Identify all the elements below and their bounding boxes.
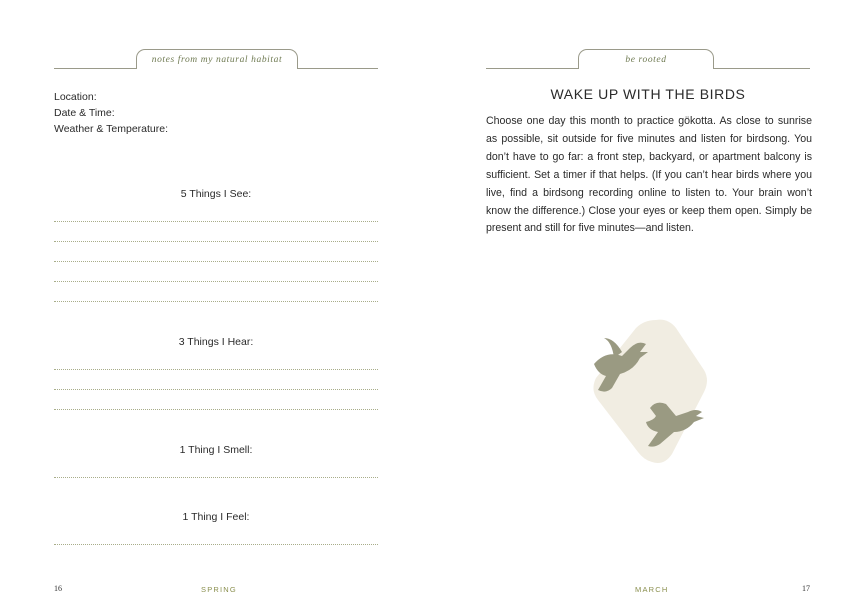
birds-illustration	[584, 312, 714, 477]
date-time-field: Date & Time:	[54, 107, 115, 119]
right-header-tab: be rooted	[578, 49, 714, 69]
writing-line[interactable]	[54, 544, 378, 545]
writing-line[interactable]	[54, 477, 378, 478]
weather-field: Weather & Temperature:	[54, 123, 169, 135]
left-header-tab: notes from my natural habitat	[136, 49, 298, 69]
writing-line[interactable]	[54, 281, 378, 282]
writing-line[interactable]	[54, 389, 378, 390]
writing-line[interactable]	[54, 241, 378, 242]
writing-line[interactable]	[54, 261, 378, 262]
writing-line[interactable]	[54, 409, 378, 410]
body-paragraph: Choose one day this month to practice gökotta. As close to sunrise as possible, sit outside for five minutes and listen for birdsong. You don’t have to go far: a front step, backyard, or apartment balcony is sufficient. Set a timer if that helps. (If you can’t hear birds where you live, find a birdsong recording online to listen to. Your brain won’t know the difference.) Close your eyes or keep them open. Simply be present and still for five minutes—and listen.	[486, 115, 812, 235]
birds-icon	[584, 312, 714, 472]
writing-line[interactable]	[54, 221, 378, 222]
left-running-footer: SPRING	[201, 585, 237, 594]
location-field: Location:	[54, 91, 97, 103]
page-title: WAKE UP WITH THE BIRDS	[550, 86, 746, 102]
writing-line[interactable]	[54, 301, 378, 302]
writing-line[interactable]	[54, 369, 378, 370]
hear-prompt: 3 Things I Hear:	[178, 336, 254, 348]
feel-prompt: 1 Thing I Feel:	[182, 511, 250, 523]
right-page-number: 17	[802, 584, 810, 593]
see-prompt: 5 Things I See:	[180, 188, 252, 200]
left-page-number: 16	[54, 584, 62, 593]
smell-prompt: 1 Thing I Smell:	[179, 444, 253, 456]
right-running-footer: MARCH	[635, 585, 669, 594]
entry-fields	[54, 89, 168, 137]
